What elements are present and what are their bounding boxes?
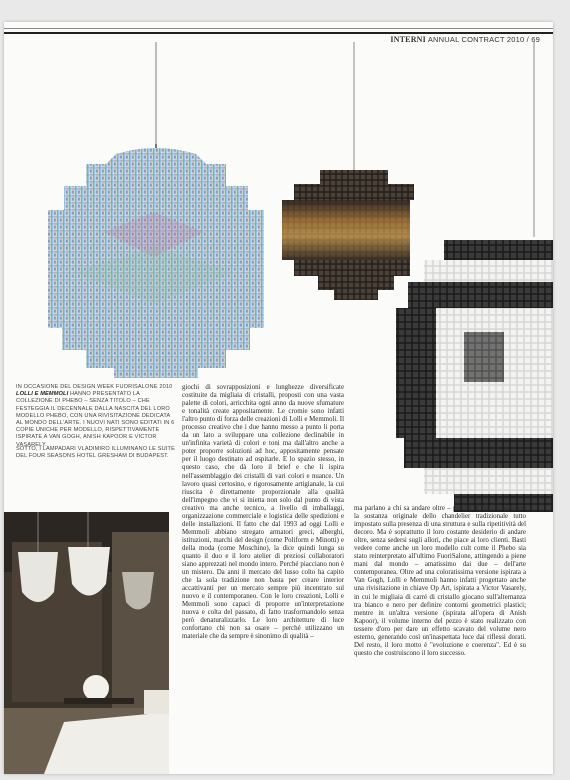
magazine-name: INTERNI bbox=[390, 35, 426, 44]
secondary-caption-text: SOTTO, I LAMPADARI VLADIMIRO ILLUMINANO LE SUITE DEL FOUR SEASONS HOTEL GRESHAM DI BUDAPEST. bbox=[16, 446, 175, 460]
caption-authors: LOLLI E MEMMOLI bbox=[16, 391, 69, 398]
caption-text: HANNO PRESENTATO LA COLLEZIONE DI PHEBO – SENZA TITOLO – CHE FESTEGGIA IL DECENNALE DALLA NASCITA DEL LORO MODELLO PHEBO, CON UNA RIVISITAZIONE DEDICATA AL MONDO DELL'ARTE. I NUOVI NATI SONO EDITATI IN 6 COPIE UNICHE PER MODELLO, RISPETTIVAMENTE ISPIRATE A VAN GOGH, ANISH KAPOOR E VICTOR VASARELY. bbox=[16, 391, 175, 448]
chandelier-vasarely-image bbox=[384, 42, 553, 517]
main-caption bbox=[16, 384, 178, 449]
page-number: 69 bbox=[531, 35, 540, 44]
secondary-caption bbox=[16, 446, 178, 460]
hotel-suite-illustration bbox=[4, 512, 169, 774]
header-text: INTERNI ANNUAL CONTRACT 2010 / 69 bbox=[390, 35, 540, 44]
body-column-1-text: giochi di sovrapposizioni e lunghezze diversificate costituite da migliaia di cristalli, proposti con una vasta palette di colori, arricchita ogni anno da nuove sfumature e tonalità create appositamente. Le cromie sono infatti l'altro punto di forza delle creazioni di Lolli e Memmoli. Il processo creativo che i due hanno messo a punto li porta da un lato a sviluppare una collezione declinabile in un'infinita varietà di colori e toni ma dall'altro anche a poter proporre soluzioni ad hoc, appositamente pensate per il luogo destinato ad ospitarle. E lo spazio stesso, in questo caso, che dà loro il brief e che li ispira nell'assemblaggio dei cristalli di vari colori e nuance. Un lavoro quasi certosino, e rigorosamente artigianale, la cui riuscita è direttamente proporzionale alla qualità dell'impegno che vi si inietta non solo dal punto di vista creativo ma anche tecnico, a livello di imballaggi, organizzazione commerciale e logistica delle spedizioni e delle installazioni. Il fatto che dal 1993 ad oggi Lolli e Memmoli abbiano stregato armatori greci, alberghi, istituzioni, marchi del design (come Poliform e Minotti) e della moda (come Moschino), la dice quindi lunga su quanto il duo e il loro atelier di preziosi collaboratori siano apprezzati nel mondo intero. Perché piacciano non è un mistero. Da anni il mercato del lusso colto ha capito che la sola tradizione non basta per creare interior accattivanti per un mercato sempre più incentrato sul nuovo e il contemporaneo. Con le loro creazioni, Lolli e Memmoli sono capaci di proporre un'interpretazione nuova e colta del passato, di fatto trasformandolo senza però denaturalizzarlo. Le loro architetture di luce confortano chi non sa osare – perché utilizzano un materiale che da sempre è sinonimo di qualità – bbox=[182, 384, 344, 641]
magazine-page bbox=[4, 22, 553, 774]
hotel-suite-photo bbox=[4, 512, 169, 774]
body-column-2 bbox=[354, 505, 526, 658]
header-rule bbox=[4, 28, 553, 29]
body-column-1 bbox=[182, 384, 344, 642]
caption-prefix: IN OCCASIONE DEL DESIGN WEEK FUORISALONE 2010 bbox=[16, 384, 173, 390]
body-column-2-text: ma parlano a chi sa andare oltre – perché di fatto scardinano la sostanza originale dello chandelier tradizionale tutto impostato sulla presenza di una struttura e sulla ripetitività del decoro. Ma è soprattutto il loro costante desiderio di andare oltre, senza sedersi sugli allori, che piace ai loro clienti. Basti vedere come anche un loro modello cult come il Phebo sia stato reinterpretato all'ultimo FuoriSalone, attingendo a piene mani dal mondo – amatissimo dai due – dell'arte contemporanea. Oltre ad una coloratissima versione ispirata a Van Gogh, Lolli e Memmoli hanno infatti progettato anche una rivisitazione in chiave Op Art, ispirata a Victor Vasarely, in cui le migliaia di carré di cristallo giocano sull'alternanza tra bianco e nero per definire contorni geometrici plastici; mentre in un'altra versione (ispirata all'opera di Anish Kapoor), il volume interno del pezzo è stato realizzato con tessere d'oro per dare un effetto scavato del volume nero esterno, generando così un'inaspettata luce dai riflessi dorati. Del resto, il loro motto è "evoluzione e coerenza". Ed è su questo che costruiscono il loro successo. bbox=[354, 505, 526, 657]
section-name: ANNUAL CONTRACT 2010 bbox=[427, 35, 525, 44]
chandelier-vangogh-image bbox=[34, 42, 274, 382]
